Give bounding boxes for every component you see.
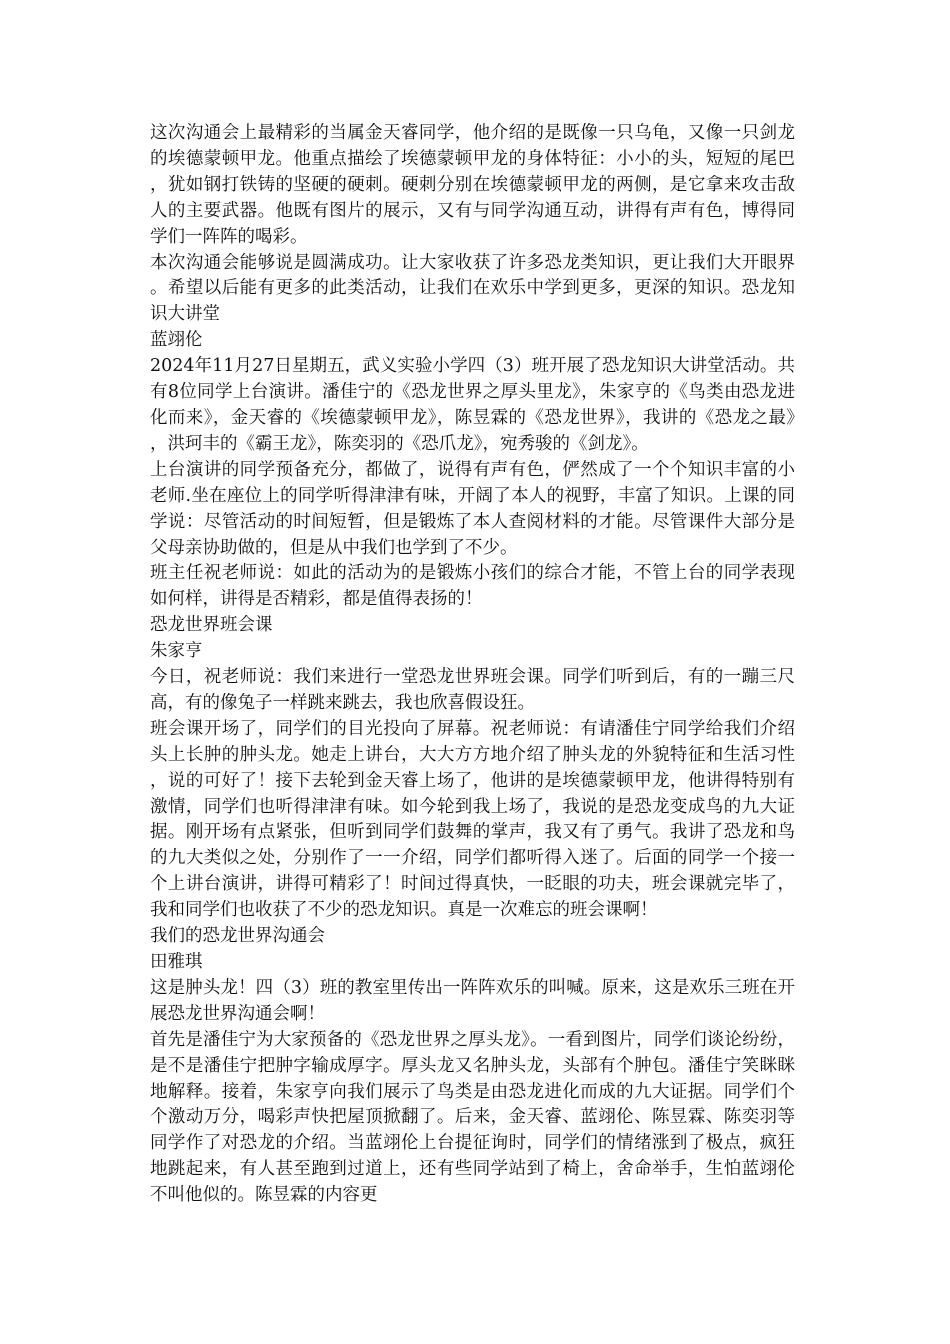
section-title: 我们的恐龙世界沟通会 xyxy=(150,926,325,947)
document-page xyxy=(150,121,795,1209)
section-title: 恐龙世界班会课 xyxy=(150,615,273,636)
author-name: 蓝翊伦 xyxy=(150,330,203,351)
author-name: 朱家亨 xyxy=(150,641,203,662)
paragraph: 本次沟通会能够说是圆满成功。让大家收获了许多恐龙类知识，更让我们大开眼界。希望以后能有更多的此类活动，让我们在欢乐中学到更多，更深的知识。恐龙知识大讲堂 xyxy=(150,252,795,325)
paragraph: 上台演讲的同学预备充分，都做了，说得有声有色，俨然成了一个个知识丰富的小老师.坐在座位上的同学听得津津有味，开阔了本人的视野，丰富了知识。上课的同学说：尽管活动的时间短暂，但是锻炼了本人查阅材料的才能。尽管课件大部分是父母亲协助做的，但是从中我们也学到了不少。 xyxy=(150,459,795,558)
paragraph: 班会课开场了，同学们的目光投向了屏幕。祝老师说：有请潘佳宁同学给我们介绍头上长肿的肿头龙。她走上讲台，大大方方地介绍了肿头龙的外貌特征和生活习性，说的可好了！接下去轮到金天睿上场了，他讲的是埃德蒙顿甲龙，他讲得特别有激情，同学们也听得津津有味。如今轮到我上场了，我说的是恐龙变成鸟的九大证据。刚开场有点紧张，但听到同学们鼓舞的掌声，我又有了勇气。我讲了恐龙和鸟的九大类似之处，分别作了一一介绍，同学们都听得入迷了。后面的同学一个接一个上讲台演讲，讲得可精彩了！时间过得真快，一眨眼的功夫，班会课就完毕了，我和同学们也收获了不少的恐龙知识。真是一次难忘的班会课啊！ xyxy=(150,718,795,921)
paragraph: 首先是潘佳宁为大家预备的《恐龙世界之厚头龙》。一看到图片，同学们谈论纷纷，是不是潘佳宁把肿字输成厚字。厚头龙又名肿头龙，头部有个肿包。潘佳宁笑眯眯地解释。接着，朱家亨向我们展示了鸟类是由恐龙进化而成的九大证据。同学们个个激动万分，喝彩声快把屋顶掀翻了。后来，金天睿、蓝翊伦、陈昱霖、陈奕羽等同学作了对恐龙的介绍。当蓝翊伦上台提征询时，同学们的情绪涨到了极点，疯狂地跳起来，有人甚至跑到过道上，还有些同学站到了椅上，舍命举手，生怕蓝翊伦不叫他似的。陈昱霖的内容更 xyxy=(150,1029,795,1206)
paragraph: 这是肿头龙！四（3）班的教室里传出一阵阵欢乐的叫喊。原来，这是欢乐三班在开展恐龙世界沟通会啊！ xyxy=(150,977,795,1024)
author-name: 田雅琪 xyxy=(150,952,203,972)
paragraph: 今日，祝老师说：我们来进行一堂恐龙世界班会课。同学们听到后，有的一蹦三尺高，有的像兔子一样跳来跳去，我也欣喜假设狂。 xyxy=(150,667,795,713)
paragraph: 2024年11月27日星期五，武义实验小学四（3）班开展了恐龙知识大讲堂活动。共有8位同学上台演讲。潘佳宁的《恐龙世界之厚头里龙》，朱家亨的《鸟类由恐龙进化而来》，金天睿的《埃德蒙顿甲龙》，陈昱霖的《恐龙世界》，我讲的《恐龙之最》，洪珂丰的《霸王龙》，陈奕羽的《恐爪龙》，宛秀骏的《剑龙》。 xyxy=(150,356,795,454)
paragraph: 班主任祝老师说：如此的活动为的是锻炼小孩们的综合才能，不管上台的同学表现如何样，讲得是否精彩，都是值得表扬的！ xyxy=(150,563,795,610)
paragraph: 这次沟通会上最精彩的当属金天睿同学，他介绍的是既像一只乌龟，又像一只剑龙的埃德蒙顿甲龙。他重点描绘了埃德蒙顿甲龙的身体特征：小小的头，短短的尾巴，犹如钢打铁铸的坚硬的硬刺。硬刺分别在埃德蒙顿甲龙的两侧，是它拿来攻击敌人的主要武器。他既有图片的展示，又有与同学沟通互动，讲得有声有色，博得同学们一阵阵的喝彩。 xyxy=(150,123,795,247)
